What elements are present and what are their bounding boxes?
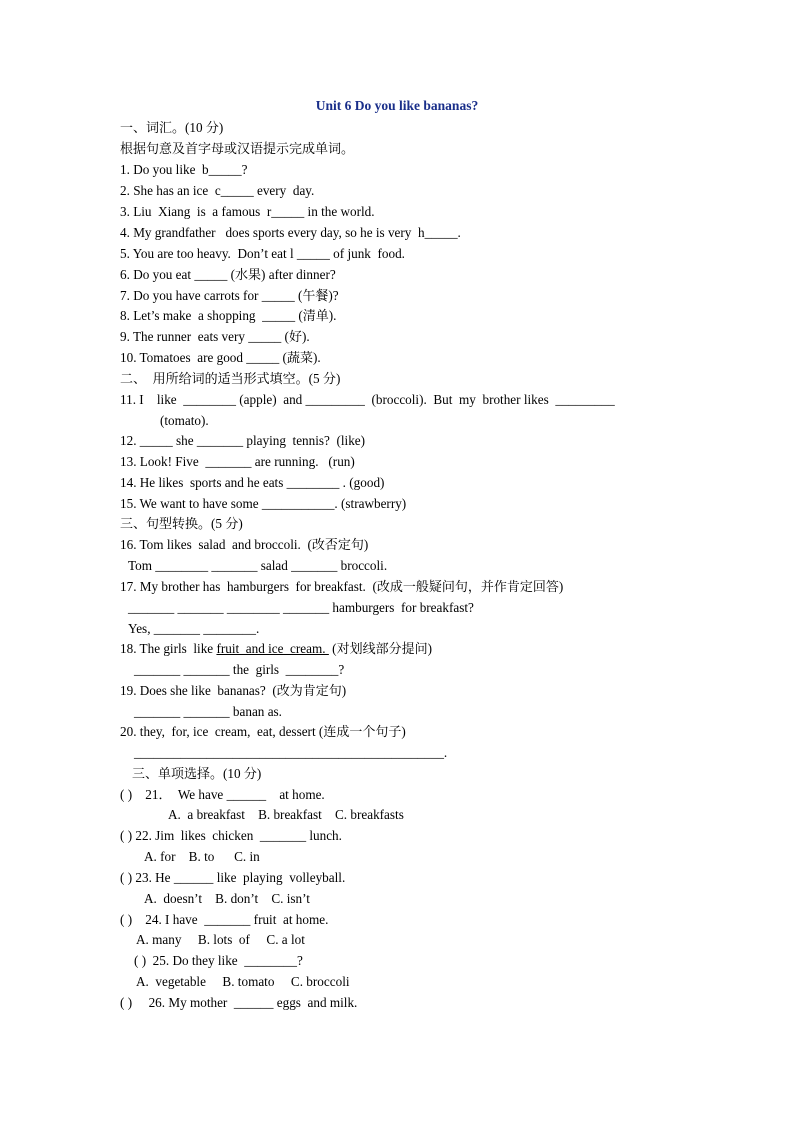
worksheet-line [120, 287, 339, 306]
latin-text: _______ _______ the girls ________? [134, 662, 345, 677]
worksheet-line [120, 349, 321, 368]
latin-text: _______ _______ ________ _______ hamburgers for breakfast? [128, 600, 474, 615]
cjk-text: 根据句意及首字母或汉语提示完成单词。 [120, 142, 355, 157]
latin-text: Tom ________ _______ salad _______ broccoli. [128, 558, 388, 573]
worksheet-line [120, 453, 355, 471]
worksheet-line [120, 182, 314, 200]
cjk-text: 水果 [235, 268, 262, 283]
page-title: Unit 6 Do you like bananas? [315, 98, 479, 113]
worksheet-line [120, 640, 432, 659]
latin-text: 16. Tom likes salad and broccoli. ( [120, 537, 312, 552]
latin-text: 18. The girls like [120, 641, 217, 656]
latin-text: 8. Let’s make a shopping _____ ( [120, 308, 303, 323]
latin-text: )? [328, 288, 339, 303]
worksheet-line [134, 661, 344, 679]
latin-text: (10 [185, 120, 206, 135]
latin-text: _______________________________________________. [134, 745, 448, 760]
latin-text: ( ) 24. I have _______ fruit at home. [120, 912, 329, 927]
cjk-text: 蔬菜 [286, 351, 313, 366]
latin-text: (5 [211, 516, 226, 531]
worksheet-line [120, 432, 365, 450]
cjk-text: 三、单项选择。 [132, 767, 224, 782]
latin-text: ). [301, 329, 310, 344]
latin-text: 20. they, for, ice cream, eat, dessert ( [120, 724, 324, 739]
worksheet-line [120, 536, 368, 555]
worksheet-line [134, 744, 447, 762]
latin-text: 17. My brother has hamburgers for breakfast. ( [120, 579, 377, 594]
latin-text: (5 [308, 371, 323, 386]
worksheet-line [120, 474, 384, 492]
latin-text: ) [363, 537, 369, 552]
latin-text: 12. _____ she _______ playing tennis? (like) [120, 433, 366, 448]
latin-text: ) after dinner? [261, 267, 336, 282]
worksheet-line [120, 495, 406, 513]
worksheet-line [120, 203, 375, 221]
latin-text: A. a breakfast B. breakfast C. breakfasts [168, 807, 404, 822]
latin-text [146, 371, 153, 386]
cjk-text: 分 [205, 121, 219, 136]
cjk-text: 二、 [120, 372, 147, 387]
worksheet-line [168, 806, 404, 824]
latin-text: A. doesn’t B. don’t C. isn’t [144, 891, 310, 906]
cjk-text: 对划线部分提问 [336, 642, 428, 657]
cjk-text: 三、句型转换。 [120, 517, 212, 532]
latin-text: ) [427, 641, 432, 656]
latin-text: ) [335, 371, 341, 386]
worksheet-line [120, 328, 310, 347]
cjk-text: 一、词汇。 [120, 121, 186, 136]
worksheet-line [134, 952, 303, 970]
worksheet-line [120, 723, 406, 742]
latin-text: 7. Do you have carrots for _____ ( [120, 288, 303, 303]
cjk-text: 分 [322, 372, 336, 387]
latin-text: ) [218, 120, 224, 135]
latin-text: _______ _______ banan as. [134, 704, 282, 719]
cjk-text: 改否定句 [311, 538, 364, 553]
worksheet-line [120, 869, 345, 887]
latin-text: 4. My grandfather does sports every day, so he is very h_____. [120, 225, 461, 240]
cjk-text: 连成一个句子 [323, 725, 402, 740]
worksheet-line [120, 119, 223, 138]
latin-text: 13. Look! Five _______ are running. (run) [120, 454, 355, 469]
worksheet-line [128, 599, 474, 617]
cjk-text: 改为肯定句 [276, 684, 342, 699]
worksheet-line [120, 266, 336, 285]
latin-text: ( [328, 641, 337, 656]
latin-text: 2. She has an ice c_____ every day. [120, 183, 315, 198]
worksheet-line [136, 973, 350, 991]
latin-text: 11. I like ________ (apple) and _________ (broccoli). But my brother likes _________ [120, 392, 615, 407]
latin-text: ( ) 22. Jim likes chicken _______ lunch. [120, 828, 342, 843]
worksheet-line [120, 682, 346, 701]
latin-text: ) [256, 766, 262, 781]
latin-text: 5. You are too heavy. Don’t eat l _____ of junk food. [120, 246, 405, 261]
latin-text: (tomato). [160, 413, 209, 428]
latin-text: 1. Do you like b_____? [120, 162, 248, 177]
worksheet-line [120, 827, 342, 845]
latin-text: ) [341, 683, 347, 698]
latin-text: 15. We want to have some ___________. (strawberry) [120, 496, 407, 511]
latin-text: ( ) 21 [120, 787, 159, 802]
latin-text: A. for B. to C. in [144, 849, 260, 864]
worksheet-line [120, 370, 340, 389]
worksheet-line [128, 620, 259, 638]
latin-text: ( ) 26. My mother ______ eggs and milk. [120, 995, 358, 1010]
latin-text: A. many B. lots of C. a lot [136, 932, 305, 947]
worksheet-line [120, 161, 247, 179]
cjk-text: 午餐 [302, 289, 329, 304]
worksheet-line [144, 890, 310, 908]
worksheet-line [120, 224, 461, 242]
worksheet-line [128, 557, 387, 575]
latin-text: A. vegetable B. tomato C. broccoli [136, 974, 350, 989]
cjk-text: 改成一般疑问句，并作肯定回答 [376, 580, 559, 595]
worksheet-line [120, 515, 243, 534]
latin-text: ). [312, 350, 321, 365]
cjk-text: 好 [288, 330, 302, 345]
underlined-phrase: fruit and ice cream. [216, 641, 329, 656]
latin-text: 14. He likes sports and he eats ________ . (good) [120, 475, 385, 490]
latin-text: 10. Tomatoes are good _____ ( [120, 350, 287, 365]
worksheet-line [132, 765, 261, 784]
worksheet-line [144, 848, 260, 866]
worksheet-line [120, 307, 336, 326]
worksheet-line [120, 911, 328, 929]
cjk-text: 清单 [302, 309, 329, 324]
worksheet-line [136, 931, 305, 949]
cjk-text: 用所给词的适当形式填空。 [152, 372, 309, 387]
latin-text: ( ) 23. He ______ like playing volleyball. [120, 870, 346, 885]
latin-text: 3. Liu Xiang is a famous r_____ in the world. [120, 204, 375, 219]
latin-text: (10 [223, 766, 244, 781]
cjk-text: 分 [225, 517, 239, 532]
cjk-text: 分 [243, 767, 257, 782]
latin-text: 19. Does she like bananas? ( [120, 683, 277, 698]
latin-text: ) [238, 516, 243, 531]
worksheet-line [120, 245, 405, 263]
latin-text: ) [558, 579, 564, 594]
latin-text: ( ) 25. Do they like ________? [134, 953, 303, 968]
latin-text: We have ______ at home. [171, 787, 325, 802]
worksheet-line [160, 412, 209, 430]
worksheet-line [134, 703, 282, 721]
latin-text: Yes, _______ ________. [128, 621, 260, 636]
worksheet-line [120, 578, 563, 597]
latin-text: ) [401, 724, 406, 739]
worksheet-line [120, 994, 357, 1012]
cjk-text: ． [158, 788, 172, 803]
latin-text: ). [328, 308, 337, 323]
worksheet-line [120, 140, 354, 159]
worksheet-line [120, 391, 615, 409]
latin-text: 9. The runner eats very _____ ( [120, 329, 289, 344]
latin-text: 6. Do you eat _____ ( [120, 267, 236, 282]
worksheet-line [120, 786, 325, 805]
